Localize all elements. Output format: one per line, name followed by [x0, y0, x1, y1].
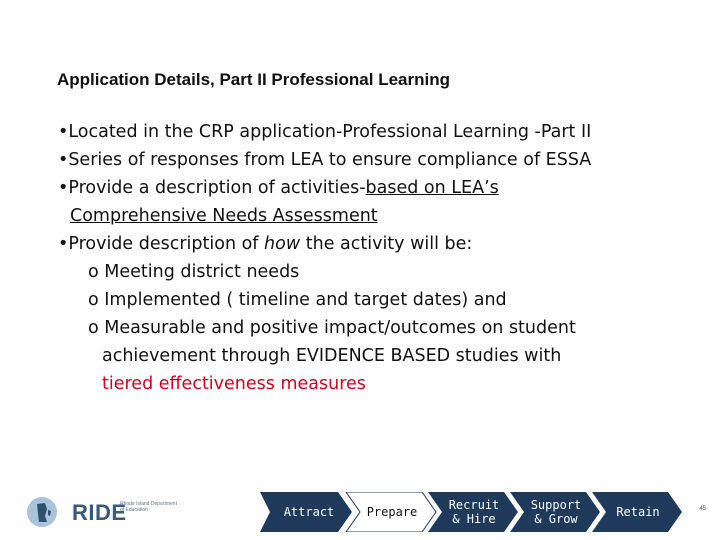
chevron-support-label: Support & Grow	[530, 498, 582, 526]
bullet-activities-description	[58, 174, 698, 202]
logo-wordmark: RIDE	[72, 500, 127, 525]
slide-footer	[0, 490, 720, 534]
bullet-activities-underlined: based on LEA’s	[365, 178, 499, 198]
bullet-how-post: the activity will be:	[300, 234, 473, 254]
sub-bullet-measurable: o Measurable and positive impact/outcomes on student	[88, 318, 576, 338]
sub-bullet-district-needs: o Meeting district needs	[88, 262, 300, 282]
bullet-activities-continuation	[58, 202, 698, 230]
ride-logo	[26, 496, 177, 528]
sub-bullet-measurable-continuation: achievement through EVIDENCE BASED studies with	[102, 346, 562, 366]
chevron-recruit-label: Recruit & Hire	[448, 498, 500, 526]
bullet-how-activity	[58, 230, 698, 258]
bullet-essa-compliance: •Series of responses from LEA to ensure compliance of ESSA	[58, 150, 592, 170]
logo-subtext: Rhode Island Department of Education	[120, 501, 177, 513]
sub-bullet-implemented: o Implemented ( timeline and target dates) and	[88, 290, 507, 310]
bullet-how-emphasis: how	[264, 234, 301, 254]
tiered-effectiveness-text: tiered effectiveness measures	[102, 374, 366, 394]
needs-assessment-text: Comprehensive Needs Assessment	[70, 206, 378, 226]
slide-title: Application Details, Part II Professional Learning	[57, 70, 450, 89]
chevron-prepare-label: Prepare	[366, 505, 418, 519]
bullet-how-pre: •Provide description of	[58, 234, 265, 254]
chevron-process-bar	[260, 492, 700, 532]
slide-content	[58, 118, 698, 398]
bullet-crp-location: •Located in the CRP application-Professional Learning -Part II	[58, 122, 592, 142]
rhode-island-map-icon	[26, 496, 66, 528]
bullet-activities-lead: •Provide a description of activities-	[58, 178, 366, 198]
page-number: 45	[699, 506, 706, 512]
chevron-retain-label: Retain	[616, 505, 660, 519]
chevron-attract-label: Attract	[283, 505, 335, 519]
